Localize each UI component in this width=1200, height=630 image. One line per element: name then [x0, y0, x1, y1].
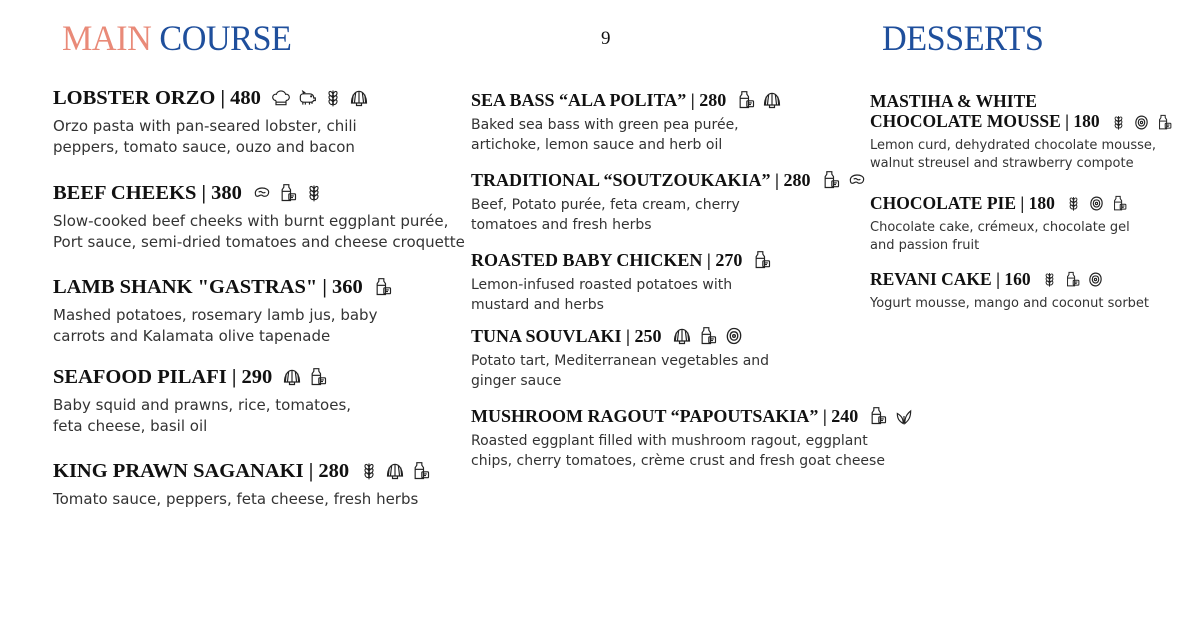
main-course-heading: [62, 18, 291, 58]
menu-item-description: Slow-cooked beef cheeks with burnt eggplant purée, Port sauce, semi-dried tomatoes and cheese croquette: [53, 212, 465, 251]
menu-item-title-row: [471, 169, 867, 191]
allergen-icons: [271, 88, 369, 108]
allergen-icons: [282, 367, 328, 387]
nut-icon: [1133, 114, 1150, 131]
allergen-icons: [821, 170, 867, 190]
menu-item: [471, 89, 782, 155]
allergen-icons: [373, 277, 393, 297]
bean-icon: [847, 170, 867, 190]
menu-item-title-row: [53, 459, 431, 483]
menu-item: [471, 405, 914, 471]
menu-item: [471, 325, 769, 391]
menu-item-title-row: [53, 365, 351, 389]
menu-item-description: Beef, Potato purée, feta cream, cherry tomatoes and fresh herbs: [471, 197, 740, 233]
milk-icon: [736, 90, 756, 110]
menu-item-description: Lemon curd, dehydrated chocolate mousse, walnut streusel and strawberry compote: [870, 138, 1157, 171]
vegetarian-icon: [894, 406, 914, 426]
menu-item-description: Yogurt mousse, mango and coconut sorbet: [870, 296, 1150, 311]
menu-item-description: Baby squid and prawns, rice, tomatoes, feta cheese, basil oil: [53, 396, 352, 435]
main-course-heading-word1: MAIN: [62, 18, 152, 58]
menu-item-description: Tomato sauce, peppers, feta cheese, fresh herbs: [53, 490, 419, 508]
menu-item-title: MUSHROOM RAGOUT “PAPOUTSAKIA” | 240: [471, 406, 859, 426]
menu-item: [53, 459, 431, 510]
wheat-icon: [359, 461, 379, 481]
milk-icon: [373, 277, 393, 297]
menu-item-title-row: [471, 249, 772, 271]
allergen-icons: [359, 461, 431, 481]
menu-item-title-row: [870, 91, 1173, 131]
menu-item-title: TUNA SOUVLAKI | 250: [471, 326, 662, 346]
menu-item-description: Mashed potatoes, rosemary lamb jus, baby carrots and Kalamata olive tapenade: [53, 306, 378, 345]
nut-icon: [1088, 195, 1105, 212]
desserts-heading: DESSERTS: [882, 18, 1044, 58]
menu-item-description: Chocolate cake, crémeux, chocolate gel and passion fruit: [870, 220, 1130, 253]
milk-icon: [698, 326, 718, 346]
nut-icon: [1087, 271, 1104, 288]
menu-item-description: Lemon-infused roasted potatoes with mustard and herbs: [471, 277, 733, 313]
menu-item: [870, 91, 1173, 173]
menu-item-title-row: [53, 181, 465, 205]
menu-item: [53, 181, 465, 253]
menu-item: [870, 269, 1149, 313]
wheat-icon: [304, 183, 324, 203]
milk-icon: [821, 170, 841, 190]
shell-icon: [349, 88, 369, 108]
menu-item-title-row: [471, 405, 914, 427]
menu-item: [53, 275, 393, 347]
allergen-icons: [672, 326, 744, 346]
menu-item-description: Orzo pasta with pan-seared lobster, chili peppers, tomato sauce, ouzo and bacon: [53, 117, 357, 156]
main-course-heading-word2: COURSE: [159, 18, 292, 58]
milk-icon: [1111, 195, 1128, 212]
milk-icon: [1156, 114, 1173, 131]
allergen-icons: [736, 90, 782, 110]
menu-item-title: BEEF CHEEKS | 380: [53, 182, 242, 204]
menu-item: [870, 193, 1130, 255]
menu-item-title: LOBSTER ORZO | 480: [53, 87, 261, 109]
allergen-icons: [1041, 271, 1104, 288]
milk-icon: [752, 250, 772, 270]
wheat-icon: [1065, 195, 1082, 212]
menu-item-title-row: [471, 89, 782, 111]
menu-item: [471, 249, 772, 315]
shell-icon: [385, 461, 405, 481]
menu-item-title: SEAFOOD PILAFI | 290: [53, 366, 273, 388]
wheat-icon: [323, 88, 343, 108]
allergen-icons: [752, 250, 772, 270]
menu-item-title: SEA BASS “ALA POLITA” | 280: [471, 90, 727, 110]
menu-item-description: Potato tart, Mediterranean vegetables and ginger sauce: [471, 353, 770, 389]
milk-icon: [868, 406, 888, 426]
wheat-icon: [1041, 271, 1058, 288]
allergen-icons: [1110, 114, 1173, 131]
pig-icon: [297, 88, 317, 108]
bean-icon: [252, 183, 272, 203]
menu-item: [471, 169, 867, 235]
milk-icon: [411, 461, 431, 481]
menu-item: [53, 86, 369, 158]
page-number: 9: [601, 28, 611, 49]
nut-icon: [724, 326, 744, 346]
allergen-icons: [252, 183, 324, 203]
menu-item-title: MASTIHA & WHITE CHOCOLATE MOUSSE | 180: [870, 91, 1100, 131]
wheat-icon: [1110, 114, 1127, 131]
menu-item-title-row: [870, 193, 1130, 213]
menu-item-title: REVANI CAKE | 160: [870, 269, 1031, 289]
menu-item-title: CHOCOLATE PIE | 180: [870, 193, 1055, 213]
allergen-icons: [1065, 195, 1128, 212]
menu-item-description: Baked sea bass with green pea purée, artichoke, lemon sauce and herb oil: [471, 117, 739, 153]
menu-item-title-row: [53, 275, 393, 299]
menu-item-title-row: [53, 86, 369, 110]
menu-item-title: ROASTED BABY CHICKEN | 270: [471, 250, 743, 270]
menu-item-title-row: [870, 269, 1149, 289]
milk-icon: [278, 183, 298, 203]
allergen-icons: [868, 406, 914, 426]
menu-item: [53, 365, 351, 437]
menu-item-description: Roasted eggplant filled with mushroom ragout, eggplant chips, cherry tomatoes, crème crust and fresh goat cheese: [471, 433, 885, 469]
menu-item-title-row: [471, 325, 769, 347]
milk-icon: [308, 367, 328, 387]
shell-icon: [672, 326, 692, 346]
shell-icon: [762, 90, 782, 110]
menu-item-title: LAMB SHANK "GASTRAS" | 360: [53, 276, 363, 298]
shell-icon: [282, 367, 302, 387]
milk-icon: [1064, 271, 1081, 288]
chef-hat-icon: [271, 88, 291, 108]
menu-item-title: KING PRAWN SAGANAKI | 280: [53, 460, 350, 482]
menu-item-title: TRADITIONAL “SOUTZOUKAKIA” | 280: [471, 170, 811, 190]
